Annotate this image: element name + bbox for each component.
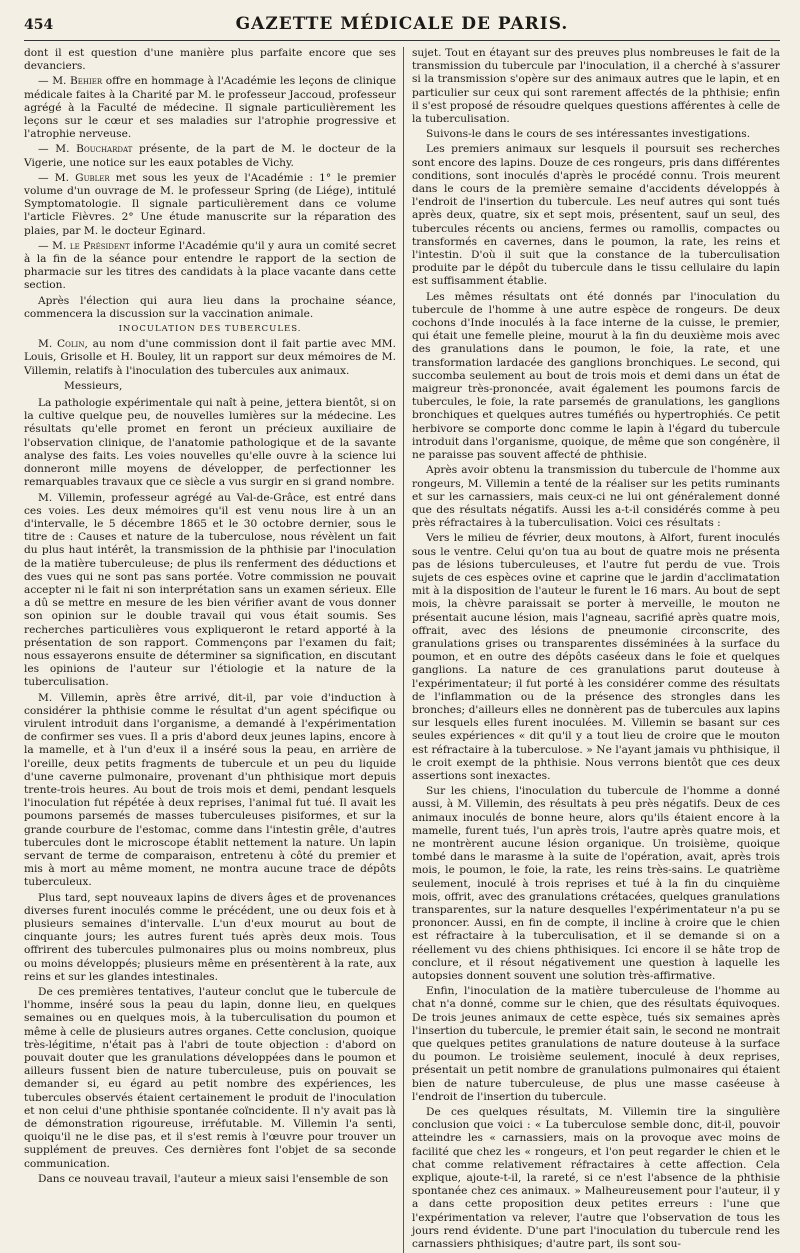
- section-title: INOCULATION DES TUBERCULES.: [118, 324, 302, 335]
- left-column: [24, 47, 396, 1253]
- paragraph: M. Colin, au nom d'une commission dont il fait partie avec MM. Louis, Grisolle et H. Bouley, lit un rapport sur deux mémoires de M. Villemin, relatifs à l'inoculation des tubercules aux animaux.: [24, 338, 397, 377]
- paragraph: Sur les chiens, l'inoculation du tubercule de l'homme a donné aussi, à M. Villemin, des résultats à peu près négatifs. Deux de ces animaux inoculés de bonne heure, alors qu'ils étaient encore à la mamelle, furent tués, l'un après trois, l'autre après quatre mois, et ne montrèrent aucune lésion organique. Un troisième, quoique tombé dans le marasme à la suite de l'opération, avait, après trois mois, le poumon, le foie, la rate, les reins très-sains. Le quatrième seulement, inoculé à trois reprises et tué à la fin du cinquième mois, offrit, avec des granulations crétacées, quelques granulations transparentes, sur la nature desquelles l'expérimentateur n'a pu se prononcer. Aussi, en fin de compte, il incline à croire que le chien est réfractaire à la tuberculisation, et il se demande si on a réellement vu des chiens phthisiques. Ici encore il se hâte trop de conclure, et il résout négativement une question à laquelle les autopsies donnent souvent une solution très-affirmative.: [412, 785, 780, 983]
- paragraph: Les premiers animaux sur lesquels il poursuit ses recherches sont encore des lapins. Douze de ces rongeurs, pris dans différentes conditions, sont inoculés d'après le procédé connu. Trois meurent dans le cours de la première semaine d'accidents développés à l'endroit de l'insertion du tubercule. Les neuf autres qui sont tués après deux, quatre, six et sept mois, présentent, sauf un seul, des tubercules récents ou anciens, fermes ou ramollis, compactes ou transformés en cavernes, dans le poumon, la rate, les reins et l'intestin. D'où il suit que la constance de la tuberculisation produite par le dépôt du tubercule dans le tissu cellulaire du lapin est suffisamment établie.: [412, 143, 780, 288]
- article-columns: [24, 47, 780, 1253]
- paragraph: — M. Behier offre en hommage à l'Académie les leçons de clinique médicale faites à la Charité par M. le professeur Jaccoud, professeur agrégé à la Faculté de médecine. Il signale particulièrement les leçons sur le cœur et ses maladies sur l'atrophie progressive et l'atrophie nerveuse.: [24, 75, 397, 141]
- paragraph: Après l'élection qui aura lieu dans la prochaine séance, commencera la discussion sur la vaccination animale.: [24, 294, 396, 320]
- paragraph: Vers le milieu de février, deux moutons, à Alfort, furent inoculés sous le ventre. Celui qu'on tua au bout de quatre mois ne présenta pas de lésions tuberculeuses, et l'autre fut perdu de vue. Trois sujets de ces espèces ovine et caprine que le jardin d'acclimatation mit à la disposition de l'auteur le furent le 16 mars. Au bout de sept mois, la chèvre paraissait se porter à merveille, le mouton ne présentait aucune lésion, mais l'agneau, sacrifié après quatre mois, offrait, avec des lésions de pneumonie circonscrite, des granulations grises ou transparentes disséminées à la surface du poumon, et en outre des dépôts caséeux dans le foie et quelques ganglions. La nature de ces granulations parut douteuse à l'expérimentateur; il fut porté à les considérer comme des résultats de l'inflammation ou de la présence des strongles dans les bronches; d'ailleurs elles ne donnèrent pas de tubercules aux lapins sur lesquels elles furent inoculées. M. Villemin se basant sur ces seules expériences « dit qu'il y a tout lieu de croire que le mouton est réfractaire à la tuberculose. » Ne l'ayant jamais vu phthisique, il le croit exempt de la phthisie. Nous verrons bientôt que ces deux assertions sont inexactes.: [412, 532, 780, 782]
- paragraph: Plus tard, sept nouveaux lapins de divers âges et de provenances diverses furent inoculés comme le précédent, une ou deux fois et à plusieurs semaines d'intervalle. L'un d'eux mourut au bout de cinquante jours; les autres furent tués après deux mois. Tous offrirent des tubercules pulmonaires plus ou moins nombreux, plus ou moins développés; plusieurs même en présentèrent à la rate, aux reins et sur les glandes intestinales.: [24, 891, 396, 983]
- speaker-name: M. Colin: [38, 338, 85, 351]
- paragraph: Après avoir obtenu la transmission du tubercule de l'homme aux rongeurs, M. Villemin a tenté de la réaliser sur les petits ruminants et sur les carnassiers, mais ceux-ci ne lui ont généralement donné que des résultats négatifs. Aussi les a-t-il considérés comme à peu près réfractaires à la tuberculisation. Voici ces résultats :: [412, 464, 780, 530]
- salutation: Messieurs,: [64, 379, 123, 392]
- speaker-name: M. Behier: [52, 75, 103, 88]
- speaker-name: M. Bouchardat: [55, 143, 133, 156]
- paragraph: M. Villemin, après être arrivé, dit-il, par voie d'induction à considérer la phthisie comme le résultat d'un agent spécifique ou virulent introduit dans l'organisme, a demandé à l'expérimentation de confirmer ses vues. Il a pris d'abord deux jeunes lapins, encore à la mamelle, et à l'un d'eux il a inséré sous la peau, en arrière de l'oreille, deux petits fragments de tubercule et un peu du liquide d'une caverne pulmonaire, provenant d'un phthisique mort depuis trente-trois heures. Au bout de trois mois et demi, pendant lesquels l'inoculation fut répétée à deux reprises, l'animal fut tué. Il avait les poumons parsemés de masses tuberculeuses pisiformes, et sur la grande courbure de l'estomac, comme dans l'intestin grêle, d'autres tubercules dont le microscope établit nettement la nature. Un lapin servant de terme de comparaison, entretenu à côté du premier et mis à mort au même moment, ne montra aucune trace de dépôts tuberculeux.: [24, 691, 396, 889]
- journal-title: GAZETTE MÉDICALE DE PARIS.: [235, 14, 569, 34]
- speaker-name: M. le Président: [52, 239, 130, 252]
- paragraph: dont il est question d'une manière plus parfaite encore que ses devanciers.: [24, 47, 396, 73]
- paragraph: sujet. Tout en étayant sur des preuves plus nombreuses le fait de la transmission du tubercule par l'inoculation, il a cherché à s'assurer si la transmission s'opère sur des animaux autres que le lapin, et en particulier sur ceux qui sont rarement affectés de la phthisie; enfin il s'est proposé de résoudre quelques questions afférentes à celle de la tuberculisation.: [412, 47, 780, 126]
- paragraph: Enfin, l'inoculation de la matière tuberculeuse de l'homme au chat n'a donné, comme sur le chien, que des résultats équivoques. De trois jeunes animaux de cette espèce, tués six semaines après l'insertion du tubercule, le premier était sain, le second ne montrait que quelques petites granulations de nature douteuse à la surface du poumon. Le troisième seulement, inoculé à deux reprises, présentait un petit nombre de granulations pulmonaires qui étaient bien de nature tuberculeuse, de plus une masse caséeuse à l'endroit de l'insertion du tubercule.: [412, 985, 780, 1103]
- speaker-name: M. Gubler: [54, 171, 110, 184]
- paragraph: — M. le Président informe l'Académie qu'il y aura un comité secret à la fin de la séance pour entendre le rapport de la section de pharmacie sur les titres des candidats à la place vacante dans cette section.: [24, 239, 397, 292]
- paragraph: Dans ce nouveau travail, l'auteur a mieux saisi l'ensemble de son: [38, 1172, 389, 1185]
- paragraph: La pathologie expérimentale qui naît à peine, jettera bientôt, si on la cultive quelque peu, de nouvelles lumières sur la médecine. Les résultats qu'elle promet en feront un précieux auxiliaire de l'observation clinique, de l'anatomie pathologique et de la savante analyse des faits. Les voies nouvelles qu'elle ouvre à la science lui donneront mille moyens de développer, de perfectionner les remarquables travaux que ce siècle a vus surgir en si grand nombre.: [24, 397, 396, 489]
- paragraph: M. Villemin, professeur agrégé au Val-de-Grâce, est entré dans ces voies. Les deux mémoires qu'il est venu nous lire à un an d'intervalle, le 5 décembre 1865 et le 30 octobre dernier, sous le titre de : Causes et nature de la tuberculose, nous révèlent un fait du plus haut intérêt, la transmission de la phthisie par l'inoculation de la matière tuberculeuse; de plus ils renferment des déductions et des vues qui ne sont pas sans portée. Votre commission ne pouvait accepter ni le fait ni son interprétation sans un examen sérieux. Elle a dû se mettre en mesure de les bien vérifier avant de vous donner son opinion sur le double travail qui vous était soumis. Ses recherches particulières vous expliqueront le retard apporté à la présentation de son rapport. Commençons par l'examen du fait; nous essayerons ensuite de déterminer sa signification, en discutant les opinions de l'auteur sur l'étiologie et la nature de la tuberculisation.: [24, 491, 396, 689]
- paragraph: — M. Bouchardat présente, de la part de M. le docteur de la Vigerie, une notice sur les eaux potables de Vichy.: [24, 143, 396, 169]
- paragraph: De ces quelques résultats, M. Villemin tire la singulière conclusion que voici : « La tuberculose semble donc, dit-il, pouvoir atteindre les « carnassiers, mais on la provoque avec moins de facilité que chez les « rongeurs, et l'on peut regarder le chien et le chat comme relativement réfractaires à cette affection. Cela explique, ajoute-t-il, la rareté, si ce n'est l'absence de la phthisie spontanée chez ces animaux. » Malheureusement pour l'auteur, il y a dans cette proposition deux petites erreurs : l'une que l'expérimentation va relever, l'autre que l'observation de tous les jours rend évidente. D'une part l'inoculation du tubercule rend les carnassiers phthisiques; d'autre part, ils sont sou-: [412, 1106, 780, 1251]
- page-header: [24, 14, 780, 41]
- paragraph: De ces premières tentatives, l'auteur conclut que le tubercule de l'homme, inséré sous la peau du lapin, donne lieu, en quelques semaines ou en quelques mois, à la tuberculisation du poumon et même à celle de plusieurs autres organes. Cette conclusion, quoique très-légitime, n'était pas à l'abri de toute objection : d'abord on pouvait douter que les granulations développées dans le poumon et ailleurs fussent bien de nature tuberculeuse, puis on pouvait se demander si, eu égard au petit nombre des expériences, les tubercules observés étaient certainement le produit de l'inoculation et non celui d'une phthisie spontanée coïncidente. Il n'y avait pas là de démonstration rigoureuse, irréfutable. M. Villemin l'a senti, quoiqu'il ne le dise pas, et il s'est remis à l'œuvre pour trouver un supplément de preuves. Ces dernières font l'objet de sa seconde communication.: [24, 986, 396, 1170]
- page-number: 454: [24, 17, 54, 33]
- paragraph: — M. Gubler met sous les yeux de l'Académie : 1° le premier volume d'un ouvrage de M. le professeur Spring (de Liége), intitulé Symptomatologie. Il signale particulièrement dans ce volume l'article Fièvres. 2° Une étude manuscrite sur la réparation des plaies, par M. le docteur Eginard.: [24, 171, 396, 237]
- right-column: [403, 47, 780, 1253]
- paragraph: Suivons-le dans le cours de ses intéressantes investigations.: [426, 128, 751, 141]
- paragraph: Les mêmes résultats ont été donnés par l'inoculation du tubercule de l'homme à une autre espèce de rongeurs. De deux cochons d'Inde inoculés à la face interne de la cuisse, le premier, qui était une femelle pleine, mourut à la fin du deuxième mois avec des granulations dans le poumon, le foie, la rate, et une transformation lardacée des ganglions bronchiques. Le second, qui succomba seulement au bout de trois mois et demi dans un état de maigreur très-prononcée, avait également les poumons farcis de tubercules, le foie, la rate parsemés de granulations, les ganglions bronchiques et quelques autres tuméfiés ou hypertrophiés. Ce petit herbivore se comporte donc comme le lapin à l'égard du tubercule introduit dans l'organisme, quoique, de même que son congénère, il ne paraisse pas souvent affecté de phthisie.: [412, 290, 780, 462]
